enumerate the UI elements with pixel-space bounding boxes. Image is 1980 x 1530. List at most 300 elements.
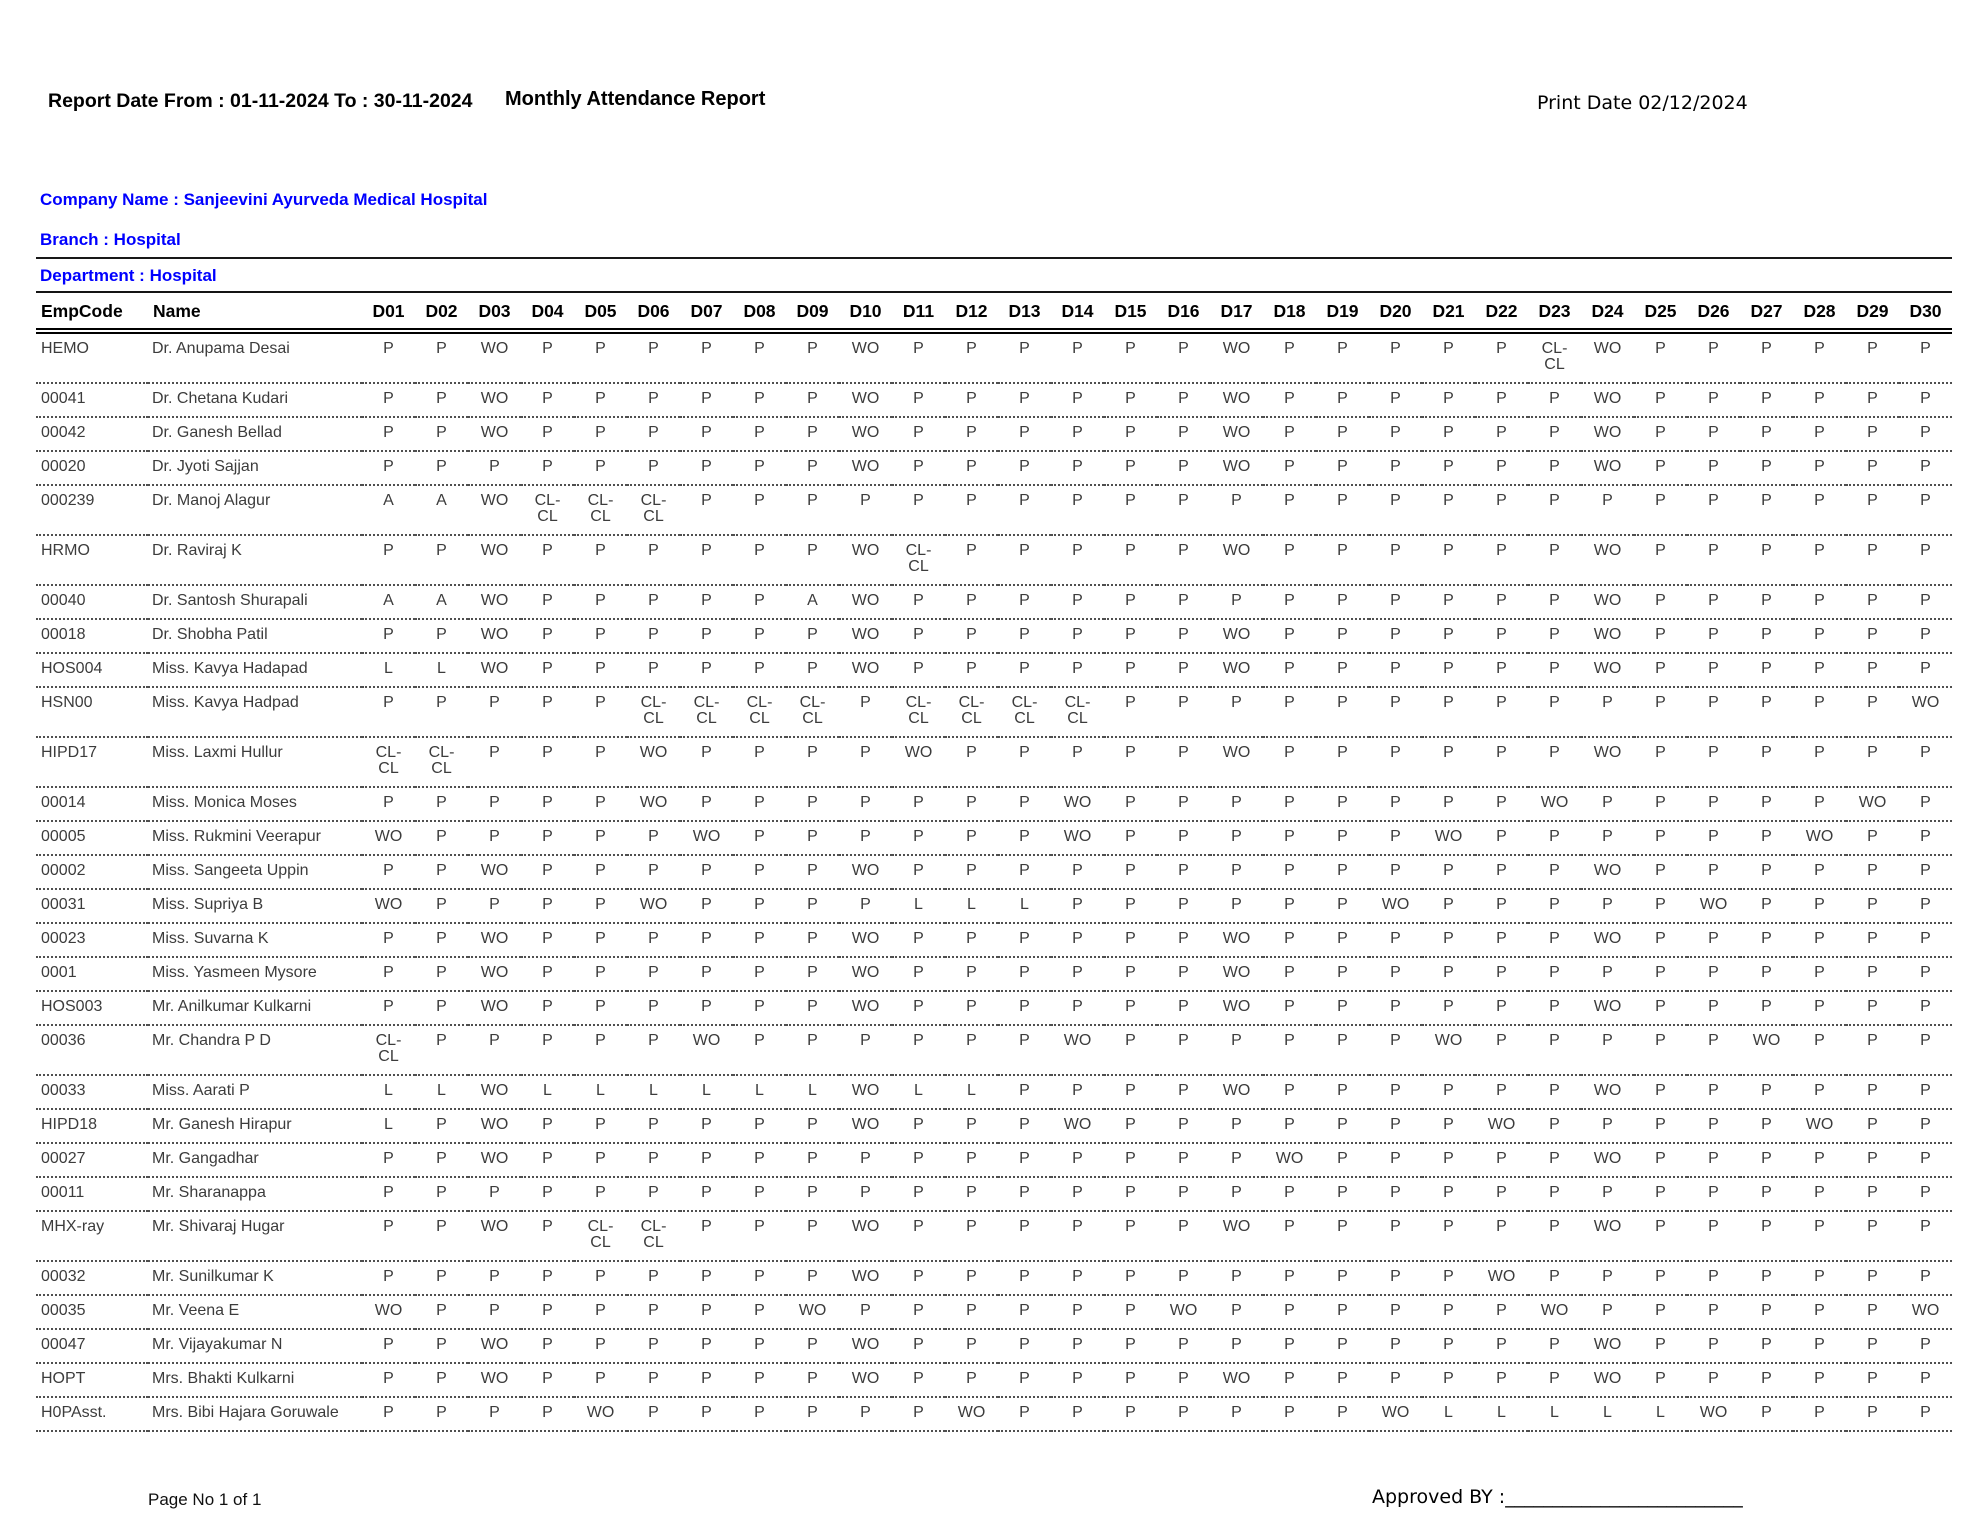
attendance-cell: P (415, 383, 468, 417)
attendance-cell: P (1581, 889, 1634, 923)
attendance-cell: P (1316, 1025, 1369, 1075)
attendance-cell: P (733, 619, 786, 653)
department-label: Department : Hospital (40, 266, 217, 285)
employee-row (36, 1075, 1952, 1109)
attendance-cell: P (892, 1329, 945, 1363)
attendance-cell: P (574, 383, 627, 417)
attendance-cell: P (998, 417, 1051, 451)
attendance-cell: WO (1369, 1397, 1422, 1431)
attendance-cell: P (892, 957, 945, 991)
attendance-cell: P (521, 957, 574, 991)
emp-code-cell: HOS003 (36, 991, 148, 1025)
attendance-cell: P (1422, 485, 1475, 535)
attendance-cell: P (1581, 1261, 1634, 1295)
attendance-cell: P (468, 1261, 521, 1295)
day-column-header: D15 (1104, 292, 1157, 331)
attendance-cell: P (1157, 451, 1210, 485)
attendance-cell: WO (1581, 1143, 1634, 1177)
attendance-cell: P (574, 855, 627, 889)
attendance-cell: P (1263, 1177, 1316, 1211)
attendance-cell: P (521, 1109, 574, 1143)
attendance-cell: P (1104, 1075, 1157, 1109)
attendance-cell: P (839, 1397, 892, 1431)
emp-name-cell: Dr. Manoj Alagur (148, 485, 362, 535)
attendance-cell: P (1899, 331, 1952, 383)
attendance-cell: P (1157, 821, 1210, 855)
attendance-cell: P (945, 1177, 998, 1211)
attendance-cell: P (945, 1109, 998, 1143)
attendance-cell: P (733, 1177, 786, 1211)
attendance-cell: P (1634, 1329, 1687, 1363)
attendance-cell: P (1528, 855, 1581, 889)
attendance-cell: WO (468, 1109, 521, 1143)
attendance-cell: P (1581, 1295, 1634, 1329)
attendance-cell: P (1528, 1109, 1581, 1143)
attendance-cell: P (1687, 855, 1740, 889)
attendance-cell: P (1051, 1261, 1104, 1295)
attendance-cell: P (680, 1295, 733, 1329)
employee-row (36, 451, 1952, 485)
attendance-cell: P (1422, 1211, 1475, 1261)
attendance-cell: P (733, 535, 786, 585)
attendance-cell: P (627, 653, 680, 687)
emp-name-cell: Dr. Raviraj K (148, 535, 362, 585)
attendance-cell: P (892, 451, 945, 485)
attendance-cell: P (1316, 1211, 1369, 1261)
attendance-cell: P (415, 821, 468, 855)
attendance-cell: P (415, 619, 468, 653)
attendance-cell: P (1263, 991, 1316, 1025)
emp-code-cell: 00011 (36, 1177, 148, 1211)
employee-row (36, 619, 1952, 653)
attendance-cell: P (1475, 585, 1528, 619)
attendance-cell: P (1263, 451, 1316, 485)
attendance-cell: P (1634, 1143, 1687, 1177)
attendance-cell: P (1369, 331, 1422, 383)
attendance-cell: P (1422, 1329, 1475, 1363)
attendance-cell: P (627, 1143, 680, 1177)
attendance-cell: P (627, 1261, 680, 1295)
attendance-cell: P (415, 1025, 468, 1075)
attendance-cell: WO (1581, 585, 1634, 619)
attendance-cell: P (786, 485, 839, 535)
attendance-cell: WO (627, 889, 680, 923)
attendance-cell: WO (1051, 787, 1104, 821)
attendance-cell: P (1369, 1109, 1422, 1143)
employee-row (36, 1025, 1952, 1075)
attendance-cell: WO (1210, 653, 1263, 687)
emp-name-cell: Mr. Shivaraj Hugar (148, 1211, 362, 1261)
attendance-cell: P (1687, 451, 1740, 485)
attendance-cell: P (415, 1211, 468, 1261)
emp-code-cell: 00027 (36, 1143, 148, 1177)
attendance-cell: P (1740, 1177, 1793, 1211)
attendance-cell: P (1740, 855, 1793, 889)
attendance-cell: P (1634, 1261, 1687, 1295)
attendance-cell: P (1581, 787, 1634, 821)
attendance-cell: L (945, 889, 998, 923)
attendance-cell: P (362, 687, 415, 737)
attendance-cell: P (1475, 1295, 1528, 1329)
employee-row (36, 535, 1952, 585)
attendance-cell: P (945, 383, 998, 417)
attendance-cell: P (1899, 889, 1952, 923)
employee-row (36, 1261, 1952, 1295)
emp-code-cell: 00036 (36, 1025, 148, 1075)
attendance-cell: P (362, 331, 415, 383)
attendance-cell: P (521, 535, 574, 585)
attendance-cell: P (1422, 585, 1475, 619)
attendance-cell: P (892, 1211, 945, 1261)
attendance-cell: WO (839, 1075, 892, 1109)
attendance-cell: P (786, 737, 839, 787)
emp-name-cell: Miss. Rukmini Veerapur (148, 821, 362, 855)
attendance-cell: P (1793, 1025, 1846, 1075)
attendance-cell: CL-CL (415, 737, 468, 787)
attendance-cell: WO (362, 1295, 415, 1329)
attendance-cell: P (1051, 889, 1104, 923)
attendance-cell: P (1104, 653, 1157, 687)
attendance-cell: P (1157, 889, 1210, 923)
employee-row (36, 821, 1952, 855)
emp-name-cell: Dr. Jyoti Sajjan (148, 451, 362, 485)
attendance-cell: P (468, 787, 521, 821)
attendance-cell: P (1475, 451, 1528, 485)
attendance-cell: P (521, 1295, 574, 1329)
emp-code-cell: 00041 (36, 383, 148, 417)
attendance-cell: P (1157, 1329, 1210, 1363)
attendance-table-body (36, 331, 1952, 1431)
attendance-cell: P (1422, 1143, 1475, 1177)
attendance-cell: P (362, 1397, 415, 1431)
day-column-header: D28 (1793, 292, 1846, 331)
attendance-cell: P (1422, 1295, 1475, 1329)
attendance-cell: P (468, 1295, 521, 1329)
attendance-cell: P (786, 1261, 839, 1295)
attendance-cell: P (998, 1025, 1051, 1075)
attendance-cell: P (945, 1329, 998, 1363)
attendance-cell: WO (1740, 1025, 1793, 1075)
day-column-header: D17 (1210, 292, 1263, 331)
emp-name-cell: Miss. Suvarna K (148, 923, 362, 957)
attendance-cell: P (1793, 1075, 1846, 1109)
attendance-cell: P (574, 737, 627, 787)
employee-row (36, 585, 1952, 619)
attendance-cell: P (786, 535, 839, 585)
attendance-cell: P (733, 1295, 786, 1329)
attendance-cell: P (1104, 1109, 1157, 1143)
attendance-cell: P (733, 585, 786, 619)
emp-code-cell: 00018 (36, 619, 148, 653)
attendance-cell: WO (1210, 957, 1263, 991)
attendance-cell: P (627, 331, 680, 383)
attendance-cell: P (839, 1177, 892, 1211)
attendance-cell: P (1263, 957, 1316, 991)
attendance-cell: L (1422, 1397, 1475, 1431)
attendance-cell: P (1157, 535, 1210, 585)
attendance-cell: P (945, 451, 998, 485)
attendance-cell: P (892, 1397, 945, 1431)
attendance-cell: P (1369, 923, 1422, 957)
approved-by (1372, 1486, 1743, 1508)
attendance-cell: WO (1210, 417, 1263, 451)
emp-name-cell: Miss. Laxmi Hullur (148, 737, 362, 787)
attendance-cell: P (1528, 1177, 1581, 1211)
attendance-cell: P (1104, 1025, 1157, 1075)
attendance-cell: P (1263, 383, 1316, 417)
attendance-cell: WO (1581, 417, 1634, 451)
day-column-header: D23 (1528, 292, 1581, 331)
attendance-cell: P (1157, 1177, 1210, 1211)
attendance-cell: P (1316, 1109, 1369, 1143)
attendance-cell: P (1634, 855, 1687, 889)
day-column-header: D06 (627, 292, 680, 331)
attendance-cell: P (362, 991, 415, 1025)
attendance-cell: P (1051, 1177, 1104, 1211)
attendance-cell: WO (468, 991, 521, 1025)
attendance-cell: P (945, 923, 998, 957)
emp-code-cell: MHX-ray (36, 1211, 148, 1261)
attendance-cell: P (1740, 923, 1793, 957)
attendance-cell: P (1740, 1363, 1793, 1397)
attendance-cell: P (733, 855, 786, 889)
attendance-cell: P (1369, 991, 1422, 1025)
attendance-cell: P (1581, 1109, 1634, 1143)
attendance-cell: P (998, 1363, 1051, 1397)
attendance-cell: P (1316, 331, 1369, 383)
attendance-cell: P (1475, 653, 1528, 687)
attendance-cell: CL-CL (733, 687, 786, 737)
attendance-cell: P (1104, 585, 1157, 619)
attendance-cell: P (892, 1025, 945, 1075)
attendance-cell: P (1475, 821, 1528, 855)
attendance-cell: P (1475, 991, 1528, 1025)
attendance-cell: P (998, 451, 1051, 485)
attendance-cell: P (680, 923, 733, 957)
attendance-cell: P (1263, 737, 1316, 787)
attendance-cell: P (1157, 1143, 1210, 1177)
attendance-cell: P (1210, 1025, 1263, 1075)
attendance-cell: P (521, 619, 574, 653)
attendance-cell: P (1475, 535, 1528, 585)
attendance-cell: WO (839, 331, 892, 383)
attendance-cell: P (1793, 1329, 1846, 1363)
attendance-cell: WO (1210, 737, 1263, 787)
attendance-cell: P (786, 1397, 839, 1431)
attendance-cell: P (1369, 787, 1422, 821)
attendance-cell: P (1263, 787, 1316, 821)
attendance-cell: P (892, 331, 945, 383)
attendance-cell: P (1899, 1329, 1952, 1363)
attendance-cell: P (362, 957, 415, 991)
attendance-cell: P (1846, 1397, 1899, 1431)
attendance-cell: P (1581, 821, 1634, 855)
attendance-cell: P (1369, 957, 1422, 991)
attendance-cell: P (1634, 957, 1687, 991)
attendance-cell: P (1369, 417, 1422, 451)
attendance-cell: P (1051, 957, 1104, 991)
attendance-cell: P (1475, 485, 1528, 535)
attendance-cell: P (1687, 1075, 1740, 1109)
attendance-cell: WO (1210, 1211, 1263, 1261)
attendance-cell: P (468, 1177, 521, 1211)
attendance-cell: P (1528, 821, 1581, 855)
attendance-cell: P (1793, 1177, 1846, 1211)
attendance-cell: P (1846, 991, 1899, 1025)
attendance-cell: P (1104, 485, 1157, 535)
attendance-cell: WO (680, 1025, 733, 1075)
attendance-cell: P (1899, 1075, 1952, 1109)
attendance-cell: CL-CL (786, 687, 839, 737)
attendance-cell: P (1157, 417, 1210, 451)
emp-name-cell: Mr. Chandra P D (148, 1025, 362, 1075)
attendance-cell: P (1316, 619, 1369, 653)
attendance-cell: P (1793, 889, 1846, 923)
attendance-cell: P (1422, 1177, 1475, 1211)
attendance-cell: P (1263, 923, 1316, 957)
attendance-cell: P (1528, 1329, 1581, 1363)
attendance-cell: P (998, 1109, 1051, 1143)
attendance-cell: P (521, 417, 574, 451)
attendance-cell: P (1528, 585, 1581, 619)
attendance-cell: P (1316, 991, 1369, 1025)
attendance-cell: P (1846, 585, 1899, 619)
attendance-cell: P (362, 535, 415, 585)
attendance-cell: P (574, 821, 627, 855)
employee-row (36, 855, 1952, 889)
emp-name-cell: Dr. Chetana Kudari (148, 383, 362, 417)
attendance-cell: P (1104, 383, 1157, 417)
attendance-cell: P (998, 1261, 1051, 1295)
emp-code-cell: HEMO (36, 331, 148, 383)
attendance-cell: P (1581, 485, 1634, 535)
attendance-cell: WO (1793, 1109, 1846, 1143)
attendance-cell: L (892, 889, 945, 923)
attendance-cell: P (415, 687, 468, 737)
attendance-cell: P (1369, 855, 1422, 889)
attendance-cell: P (1740, 1295, 1793, 1329)
attendance-cell: P (945, 417, 998, 451)
attendance-cell: WO (1528, 1295, 1581, 1329)
attendance-cell: P (1846, 451, 1899, 485)
attendance-cell: P (1793, 451, 1846, 485)
attendance-cell: P (1210, 687, 1263, 737)
attendance-cell: P (1634, 383, 1687, 417)
attendance-cell: P (362, 1211, 415, 1261)
attendance-cell: P (1316, 957, 1369, 991)
emp-code-cell: 00047 (36, 1329, 148, 1363)
attendance-cell: P (680, 1177, 733, 1211)
attendance-cell: WO (1157, 1295, 1210, 1329)
attendance-cell: P (627, 821, 680, 855)
attendance-cell: P (998, 1075, 1051, 1109)
attendance-cell: A (362, 485, 415, 535)
report-date-range: Report Date From : 01-11-2024 To : 30-11-2024 (48, 90, 473, 112)
attendance-cell: P (1740, 687, 1793, 737)
attendance-cell: P (1104, 417, 1157, 451)
attendance-cell: P (1104, 451, 1157, 485)
attendance-cell: P (786, 1363, 839, 1397)
attendance-cell: P (892, 619, 945, 653)
attendance-cell: P (1899, 821, 1952, 855)
attendance-cell: P (362, 1143, 415, 1177)
attendance-cell: P (1316, 1397, 1369, 1431)
employee-row (36, 485, 1952, 535)
attendance-cell: P (998, 1329, 1051, 1363)
attendance-cell: L (362, 1109, 415, 1143)
attendance-cell: P (786, 1143, 839, 1177)
attendance-cell: P (1687, 585, 1740, 619)
attendance-cell: P (1581, 1177, 1634, 1211)
attendance-cell: P (521, 1177, 574, 1211)
attendance-cell: P (1793, 653, 1846, 687)
attendance-cell: WO (468, 535, 521, 585)
attendance-cell: P (998, 585, 1051, 619)
attendance-cell: P (1316, 1177, 1369, 1211)
attendance-cell: P (892, 1295, 945, 1329)
attendance-cell: L (1634, 1397, 1687, 1431)
employee-row (36, 1295, 1952, 1329)
attendance-cell: P (1316, 1295, 1369, 1329)
emp-code-cell: 00033 (36, 1075, 148, 1109)
attendance-cell: P (786, 1025, 839, 1075)
attendance-cell: L (362, 653, 415, 687)
attendance-cell: P (1634, 451, 1687, 485)
attendance-cell: P (1051, 1329, 1104, 1363)
attendance-cell: L (786, 1075, 839, 1109)
attendance-cell: P (1051, 451, 1104, 485)
attendance-cell: P (1210, 1143, 1263, 1177)
attendance-cell: P (521, 991, 574, 1025)
attendance-cell: WO (468, 923, 521, 957)
attendance-cell: P (839, 687, 892, 737)
attendance-cell: P (521, 331, 574, 383)
attendance-cell: WO (1581, 383, 1634, 417)
attendance-cell: P (415, 855, 468, 889)
attendance-cell: P (1793, 383, 1846, 417)
attendance-cell: P (1369, 1261, 1422, 1295)
attendance-cell: P (733, 417, 786, 451)
attendance-cell: WO (468, 1363, 521, 1397)
attendance-cell: P (574, 535, 627, 585)
attendance-cell: P (945, 331, 998, 383)
attendance-cell: P (1051, 1143, 1104, 1177)
attendance-cell: P (362, 923, 415, 957)
attendance-cell: P (1793, 417, 1846, 451)
attendance-cell: P (1369, 653, 1422, 687)
attendance-cell: P (1899, 1397, 1952, 1431)
attendance-cell: P (1581, 1025, 1634, 1075)
attendance-cell: P (1263, 889, 1316, 923)
attendance-cell: P (1475, 619, 1528, 653)
attendance-cell: P (1157, 737, 1210, 787)
attendance-cell: P (1528, 417, 1581, 451)
attendance-cell: P (521, 1329, 574, 1363)
attendance-cell: P (1687, 653, 1740, 687)
attendance-cell: WO (468, 855, 521, 889)
attendance-cell: P (1104, 737, 1157, 787)
attendance-cell: P (1210, 1109, 1263, 1143)
attendance-cell: P (998, 1397, 1051, 1431)
attendance-cell: P (1051, 485, 1104, 535)
attendance-cell: P (1634, 1177, 1687, 1211)
attendance-cell: P (1899, 855, 1952, 889)
attendance-cell: P (1369, 619, 1422, 653)
attendance-cell: P (627, 383, 680, 417)
attendance-cell: WO (1475, 1261, 1528, 1295)
attendance-cell: WO (468, 653, 521, 687)
attendance-cell: P (1316, 585, 1369, 619)
